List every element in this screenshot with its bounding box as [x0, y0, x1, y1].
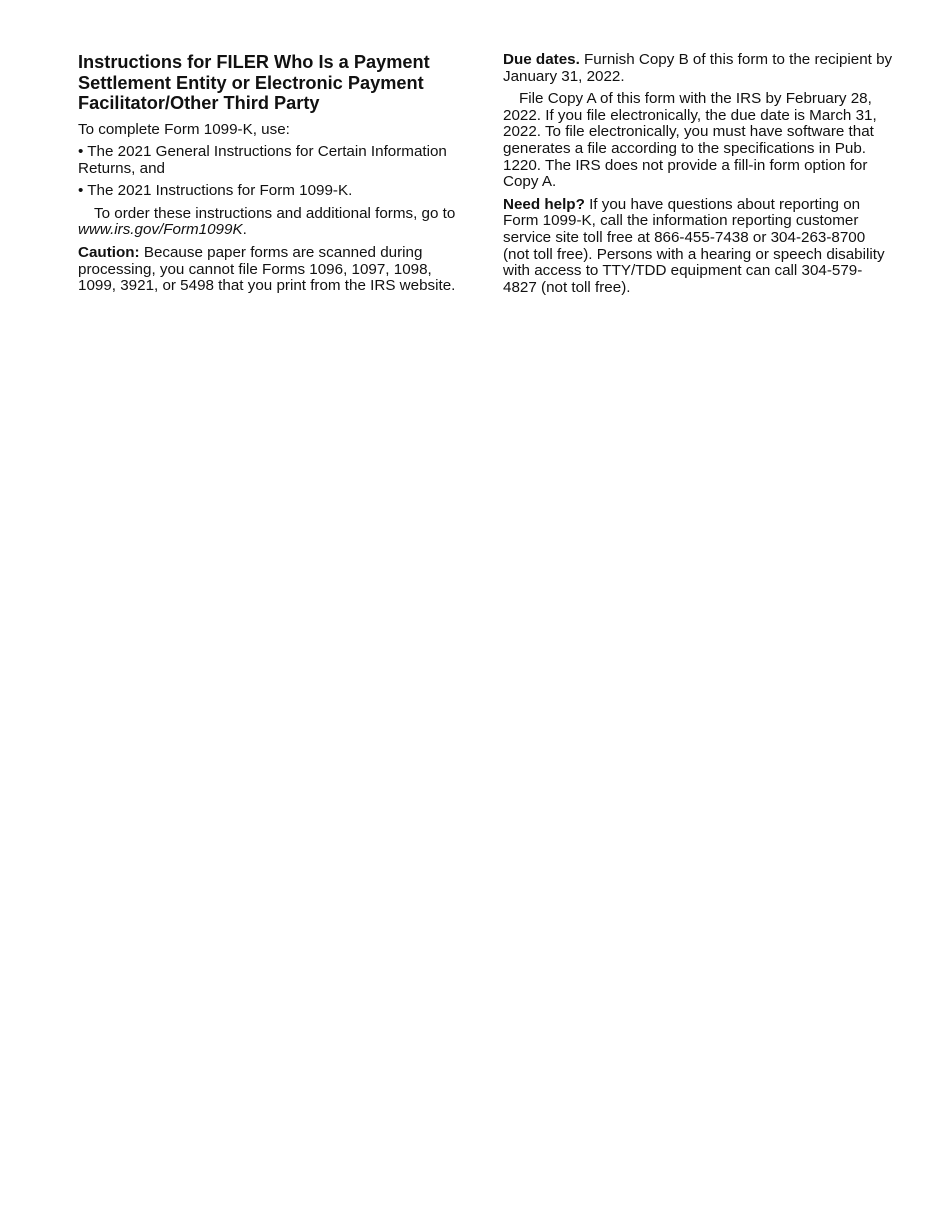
- bullet-form-instructions: • The 2021 Instructions for Form 1099-K.: [78, 182, 353, 200]
- need-help-text: If you have questions about reporting on Form 1099-K, call the information reporting customer service site toll free at 866-455-7438 or 304-263-8700 (not toll free). Persons with a hearing or speech disability with access to TTY/TDD equipment can call 304-579-4827 (not toll free).: [503, 195, 885, 296]
- due-dates-paragraph: [503, 52, 895, 85]
- need-help-label: Need help?: [503, 195, 585, 213]
- order-paragraph: [78, 206, 473, 239]
- caution-text: Because paper forms are scanned during processing, you cannot file Forms 1096, 1097, 1098, 1099, 3921, or 5498 that you print from the IRS website.: [78, 244, 456, 295]
- due-dates-label: Due dates.: [503, 51, 580, 68]
- right-column: [503, 52, 895, 302]
- caution-paragraph: [78, 245, 473, 295]
- due-dates-text: Furnish Copy B of this form to the recipient by January 31, 2022.: [503, 51, 893, 85]
- bullet-general-instructions: • The 2021 General Instructions for Certain Information Returns, and: [78, 143, 447, 177]
- order-period: .: [242, 221, 247, 239]
- caution-label: Caution:: [78, 244, 140, 262]
- file-copy-a-paragraph: File Copy A of this form with the IRS by February 28, 2022. If you file electronically, the due date is March 31, 2022. To file electronically, you must have software that generates a file according to the specifications in Pub. 1220. The IRS does not provide a fill-in form option for Copy A.: [503, 90, 877, 191]
- need-help-paragraph: [503, 197, 895, 297]
- order-text: To order these instructions and additional forms, go to: [94, 204, 456, 222]
- intro-text: To complete Form 1099-K, use:: [78, 120, 290, 138]
- irs-form-link[interactable]: www.irs.gov/Form1099K: [78, 221, 243, 239]
- filer-instructions-heading: Instructions for FILER Who Is a Payment Settlement Entity or Electronic Payment Facilitator/Other Third Party: [78, 52, 430, 113]
- left-column: [78, 52, 473, 301]
